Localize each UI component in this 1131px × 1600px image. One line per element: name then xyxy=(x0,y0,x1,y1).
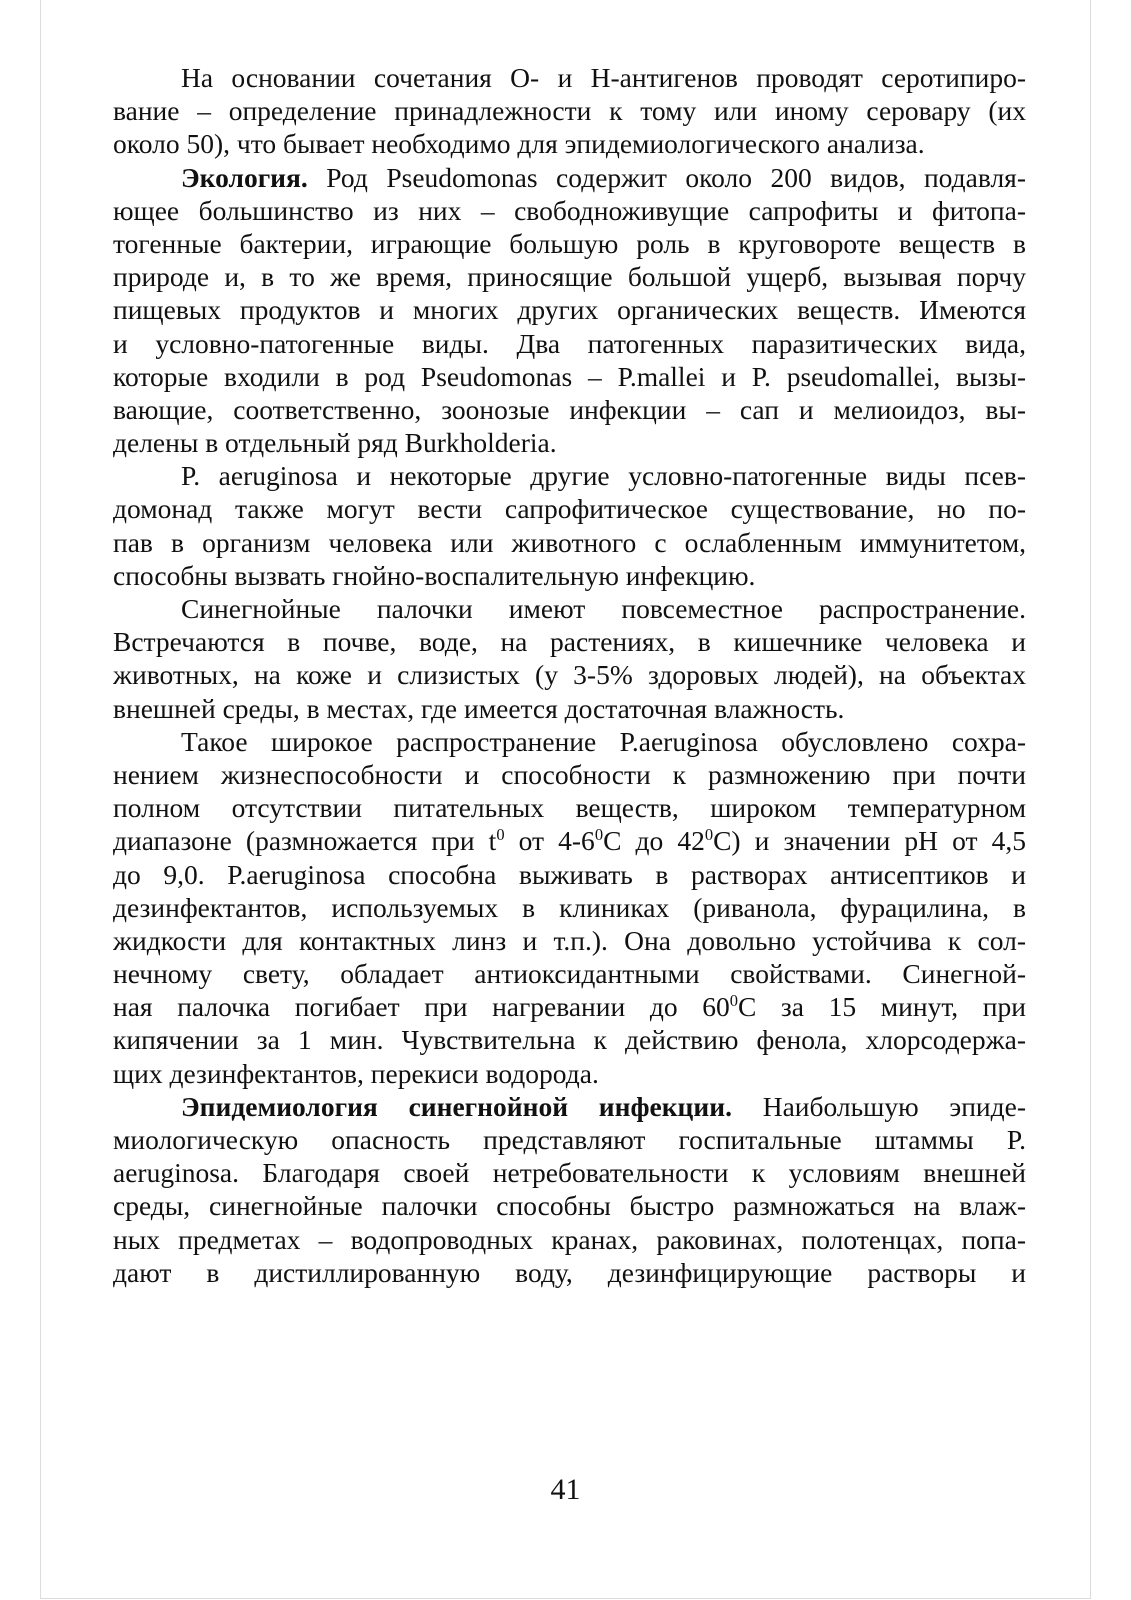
text-line xyxy=(113,990,1026,1023)
text-line: нением жизнеспособности и способности к размножению при почти xyxy=(113,758,1026,790)
text-line: дают в дистиллированную воду, дезинфицирующие растворы и xyxy=(113,1256,1026,1288)
text-line: миологическую опасность представляют госпитальные штаммы P. xyxy=(113,1124,1026,1155)
page-number: 41 xyxy=(550,1473,581,1506)
text-line: щих дезинфектантов, перекиси водорода. xyxy=(113,1057,599,1089)
text-line: aeruginosa. Благодаря своей нетребовательности к условиям внешней xyxy=(113,1157,1026,1189)
text-line: Синегнойные палочки имеют повсеместное распространение. xyxy=(181,593,1026,624)
text-line: пав в организм человека или животного с ослабленным иммунитетом, xyxy=(113,526,1026,558)
text-line: ных предметах – водопроводных кранах, раковинах, полотенцах, попа- xyxy=(113,1223,1026,1255)
text-run: Наибольшую эпиде- xyxy=(731,1090,1026,1122)
text-line: ющее большинство из них – свободноживущие сапрофиты и фитопа- xyxy=(113,194,1026,226)
text-line xyxy=(113,161,1026,194)
text-line: около 50), что бывает необходимо для эпидемиологического анализа. xyxy=(113,128,925,160)
text-line: среды, синегнойные палочки способны быстро размножаться на влаж- xyxy=(113,1190,1026,1222)
text-run: С за 15 минут, при xyxy=(737,991,1026,1023)
text-run: ная палочка погибает при нагревании до 60 xyxy=(113,991,730,1023)
text-line: способны вызвать гнойно-воспалительную инфекцию. xyxy=(113,559,756,591)
text-line: животных, на коже и слизистых (у 3-5% здоровых людей), на объектах xyxy=(113,659,1026,691)
text-run: Род Pseudomonas содержит около 200 видов, подавля- xyxy=(307,161,1026,193)
text-line xyxy=(113,1090,1026,1123)
superscript: 0 xyxy=(594,825,604,845)
text-run: С) и значении рН от 4,5 xyxy=(713,825,1026,857)
text-line: делены в отдельный ряд Burkholderia. xyxy=(113,427,557,459)
text-line: пищевых продуктов и многих других органических веществ. Имеются xyxy=(113,294,1026,326)
superscript: 0 xyxy=(704,825,714,845)
text-line: полном отсутствии питательных веществ, широком температурном xyxy=(113,792,1026,824)
text-line: внешней среды, в местах, где имеется достаточная влажность. xyxy=(113,692,845,724)
text-line: кипячении за 1 мин. Чувствительна к действию фенола, хлорсодержа- xyxy=(113,1024,1026,1056)
text-line xyxy=(113,824,1026,857)
text-line: жидкости для контактных линз и т.п.). Она довольно устойчива к сол- xyxy=(113,924,1026,956)
text-line: P. aeruginosa и некоторые другие условно-патогенные виды псев- xyxy=(181,460,1026,492)
text-line: На основании сочетания О- и Н-антигенов проводят серотипиро- xyxy=(181,62,1026,93)
section-heading-epidemiology: Эпидемиология синегнойной инфекции. xyxy=(181,1090,732,1122)
text-run: диапазоне (размножается при t xyxy=(113,825,497,857)
text-line: природе и, в то же время, приносящие большой ущерб, вызывая порчу xyxy=(113,261,1026,293)
superscript: 0 xyxy=(496,825,505,845)
text-line: вание – определение принадлежности к тому или иному серовару (их xyxy=(113,95,1026,127)
superscript: 0 xyxy=(729,991,738,1011)
text-run: С до 42 xyxy=(603,825,705,857)
text-line: дезинфектантов, используемых в клиниках (риванола, фурацилина, в xyxy=(113,891,1026,923)
text-line: Такое широкое распространение P.aeruginosa обусловлено сохра- xyxy=(181,725,1026,757)
document-body xyxy=(113,61,1026,1289)
text-line: нечному свету, обладает антиоксидантными свойствами. Синегной- xyxy=(113,958,1026,990)
text-run: от 4-6 xyxy=(504,825,595,857)
text-line: вающие, соответственно, зоонозые инфекции – сап и мелиоидоз, вы- xyxy=(113,393,1026,425)
text-line: до 9,0. P.aeruginosa способна выживать в растворах антисептиков и xyxy=(113,858,1026,890)
section-heading-ecology: Экология. xyxy=(181,161,308,193)
text-line: тогенные бактерии, играющие большую роль в круговороте веществ в xyxy=(113,227,1026,259)
text-line: Встречаются в почве, воде, на растениях, в кишечнике человека и xyxy=(113,626,1026,658)
text-line: и условно-патогенные виды. Два патогенных паразитических вида, xyxy=(113,327,1026,359)
text-line: домонад также могут вести сапрофитическое существование, но по- xyxy=(113,493,1026,525)
text-line: которые входили в род Pseudomonas – P.mallei и P. pseudomallei, вызы- xyxy=(113,360,1026,392)
